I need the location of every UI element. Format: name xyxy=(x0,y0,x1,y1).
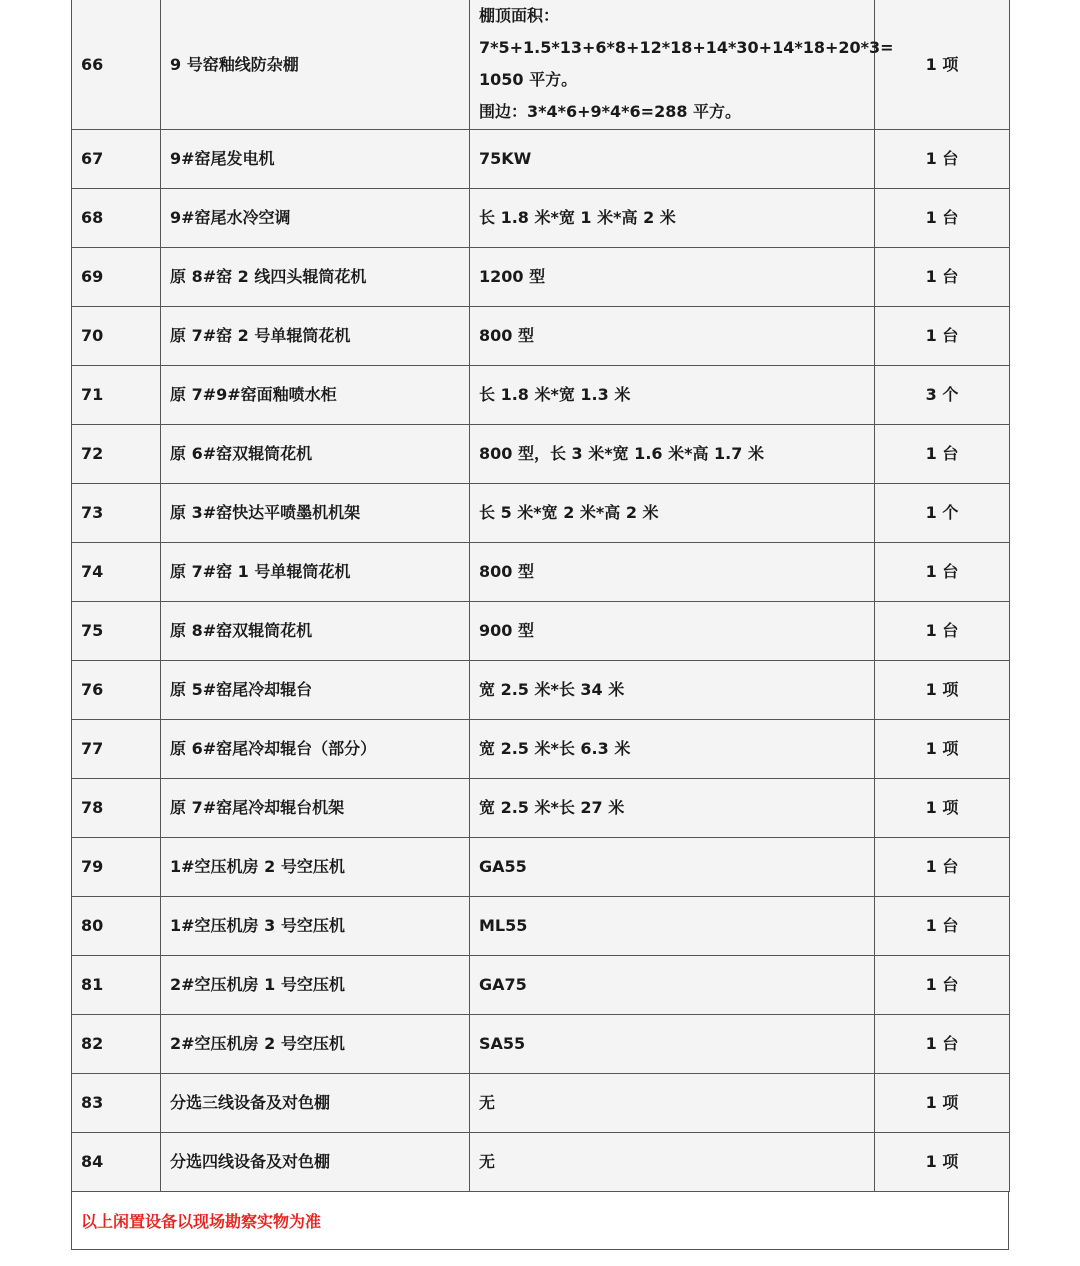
table-row xyxy=(72,1014,1010,1073)
table-row xyxy=(72,955,1010,1014)
equipment-quantity: 1 台 xyxy=(875,601,1010,660)
equipment-spec: 无 xyxy=(470,1073,875,1132)
row-number: 72 xyxy=(72,424,161,483)
table-row xyxy=(72,719,1010,778)
idle-equipment-table xyxy=(71,0,1010,1192)
equipment-quantity: 1 个 xyxy=(875,483,1010,542)
row-number: 68 xyxy=(72,188,161,247)
equipment-quantity: 1 台 xyxy=(875,188,1010,247)
table-row xyxy=(72,778,1010,837)
equipment-name: 原 7#窑尾冷却辊台机架 xyxy=(161,778,470,837)
table-row xyxy=(72,601,1010,660)
equipment-quantity: 1 台 xyxy=(875,542,1010,601)
equipment-name: 原 6#窑双辊筒花机 xyxy=(161,424,470,483)
equipment-spec: 800 型 xyxy=(470,306,875,365)
row-number: 67 xyxy=(72,129,161,188)
row-number: 80 xyxy=(72,896,161,955)
row-number: 75 xyxy=(72,601,161,660)
row-number: 83 xyxy=(72,1073,161,1132)
equipment-name: 9#窑尾水冷空调 xyxy=(161,188,470,247)
row-number: 84 xyxy=(72,1132,161,1191)
equipment-spec: 宽 2.5 米*长 27 米 xyxy=(470,778,875,837)
equipment-quantity: 1 项 xyxy=(875,0,1010,129)
row-number: 73 xyxy=(72,483,161,542)
equipment-spec: 1200 型 xyxy=(470,247,875,306)
equipment-name: 原 3#窑快达平喷墨机机架 xyxy=(161,483,470,542)
equipment-spec: 长 1.8 米*宽 1.3 米 xyxy=(470,365,875,424)
equipment-spec: 宽 2.5 米*长 6.3 米 xyxy=(470,719,875,778)
equipment-quantity: 1 台 xyxy=(875,837,1010,896)
equipment-quantity: 1 项 xyxy=(875,778,1010,837)
equipment-quantity: 1 台 xyxy=(875,424,1010,483)
equipment-name: 分选三线设备及对色棚 xyxy=(161,1073,470,1132)
footer-note: 以上闲置设备以现场勘察实物为准 xyxy=(71,1192,1009,1250)
equipment-name: 原 5#窑尾冷却辊台 xyxy=(161,660,470,719)
equipment-quantity: 1 台 xyxy=(875,955,1010,1014)
spec-line: 1050 平方。 xyxy=(479,70,578,90)
spec-line: 围边：3*4*6+9*4*6=288 平方。 xyxy=(479,102,742,122)
equipment-name: 原 7#9#窑面釉喷水柜 xyxy=(161,365,470,424)
equipment-name: 2#空压机房 1 号空压机 xyxy=(161,955,470,1014)
equipment-name: 原 7#窑 1 号单辊筒花机 xyxy=(161,542,470,601)
equipment-spec: 900 型 xyxy=(470,601,875,660)
equipment-spec: 800 型，长 3 米*宽 1.6 米*高 1.7 米 xyxy=(470,424,875,483)
row-number: 77 xyxy=(72,719,161,778)
equipment-name: 1#空压机房 3 号空压机 xyxy=(161,896,470,955)
row-number: 79 xyxy=(72,837,161,896)
equipment-spec: GA55 xyxy=(470,837,875,896)
table-row xyxy=(72,483,1010,542)
table-row xyxy=(72,660,1010,719)
equipment-quantity: 1 项 xyxy=(875,719,1010,778)
equipment-name: 2#空压机房 2 号空压机 xyxy=(161,1014,470,1073)
row-number: 78 xyxy=(72,778,161,837)
table-row xyxy=(72,1073,1010,1132)
equipment-name: 原 7#窑 2 号单辊筒花机 xyxy=(161,306,470,365)
equipment-name: 原 8#窑双辊筒花机 xyxy=(161,601,470,660)
row-number: 71 xyxy=(72,365,161,424)
equipment-quantity: 1 台 xyxy=(875,247,1010,306)
equipment-quantity: 1 台 xyxy=(875,129,1010,188)
spec-line: 7*5+1.5*13+6*8+12*18+14*30+14*18+20*3= xyxy=(479,38,894,58)
table-row xyxy=(72,837,1010,896)
table-row xyxy=(72,896,1010,955)
equipment-quantity: 1 项 xyxy=(875,1073,1010,1132)
equipment-spec: 75KW xyxy=(470,129,875,188)
equipment-name: 9#窑尾发电机 xyxy=(161,129,470,188)
equipment-spec: ML55 xyxy=(470,896,875,955)
equipment-name: 原 6#窑尾冷却辊台（部分） xyxy=(161,719,470,778)
equipment-name: 1#空压机房 2 号空压机 xyxy=(161,837,470,896)
equipment-quantity: 1 台 xyxy=(875,896,1010,955)
row-number: 70 xyxy=(72,306,161,365)
equipment-list-sheet xyxy=(71,0,1009,1250)
table-row xyxy=(72,306,1010,365)
table-row xyxy=(72,542,1010,601)
row-number: 81 xyxy=(72,955,161,1014)
equipment-spec: 800 型 xyxy=(470,542,875,601)
row-number: 82 xyxy=(72,1014,161,1073)
table-row xyxy=(72,0,1010,129)
table-row xyxy=(72,247,1010,306)
equipment-name: 原 8#窑 2 线四头辊筒花机 xyxy=(161,247,470,306)
equipment-spec: 长 5 米*宽 2 米*高 2 米 xyxy=(470,483,875,542)
equipment-quantity: 1 台 xyxy=(875,1014,1010,1073)
row-number: 69 xyxy=(72,247,161,306)
table-row xyxy=(72,1132,1010,1191)
equipment-spec: 宽 2.5 米*长 34 米 xyxy=(470,660,875,719)
equipment-spec: 长 1.8 米*宽 1 米*高 2 米 xyxy=(470,188,875,247)
equipment-name: 9 号窑釉线防杂棚 xyxy=(161,0,470,129)
equipment-spec: 无 xyxy=(470,1132,875,1191)
equipment-spec: SA55 xyxy=(470,1014,875,1073)
table-row xyxy=(72,424,1010,483)
equipment-quantity: 1 台 xyxy=(875,306,1010,365)
equipment-quantity: 3 个 xyxy=(875,365,1010,424)
spec-line: 棚顶面积： xyxy=(479,6,560,26)
equipment-quantity: 1 项 xyxy=(875,1132,1010,1191)
row-number: 74 xyxy=(72,542,161,601)
table-row xyxy=(72,129,1010,188)
table-row xyxy=(72,188,1010,247)
table-row xyxy=(72,365,1010,424)
equipment-quantity: 1 项 xyxy=(875,660,1010,719)
equipment-name: 分选四线设备及对色棚 xyxy=(161,1132,470,1191)
equipment-spec: GA75 xyxy=(470,955,875,1014)
equipment-spec xyxy=(470,0,894,129)
row-number: 76 xyxy=(72,660,161,719)
row-number: 66 xyxy=(72,0,161,129)
